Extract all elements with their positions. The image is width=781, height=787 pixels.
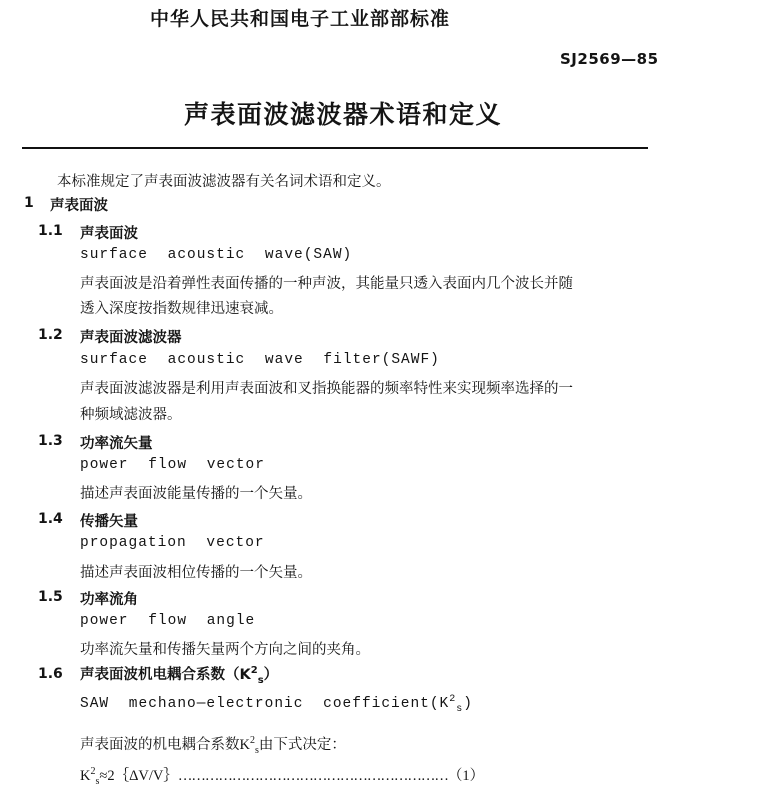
item-1-3-number: 1.3	[38, 433, 63, 449]
section-1-number: 1	[24, 195, 34, 211]
item-1-6-heading: 声表面波机电耦合系数$(K^2_s)$	[80, 665, 279, 686]
item-1-1-english: surface acoustic wave(SAW)	[80, 247, 353, 263]
item-1-4-english: propagation vector	[80, 535, 265, 551]
intro-text: 本标准规定了声表面波滤波器有关名词术语和定义。	[57, 174, 391, 190]
item-1-1-heading: 声表面波	[80, 226, 138, 242]
item-1-2-english: surface acoustic wave filter(SAWF)	[80, 352, 440, 368]
issuing-organization: 中华人民共和国电子工业部部标准	[150, 8, 451, 30]
item-1-3-heading: 功率流矢量	[80, 436, 153, 452]
section-1-heading: 声表面波	[50, 198, 108, 214]
item-1-4-number: 1.4	[38, 511, 63, 527]
formula-1: $K^2_s\approx 2\{\Delta V/V\}\dots\dots\dots\dots\dots\dots\dots\dots\dots\dots\dots\dots\dots\dots\dots\dots\dots\dots\dots\dots(1)$	[80, 766, 485, 787]
item-1-2-heading: 声表面波滤波器	[80, 330, 182, 346]
document-title: 声表面波滤波器术语和定义	[184, 100, 503, 129]
item-1-3-line-1: 描述声表面波能量传播的一个矢量。	[80, 486, 312, 502]
standard-number: SJ2569—85	[560, 50, 659, 68]
item-1-5-line-1: 功率流矢量和传播矢量两个方向之间的夹角。	[80, 642, 370, 658]
item-1-2-number: 1.2	[38, 327, 63, 343]
item-1-1-number: 1.1	[38, 223, 63, 239]
item-1-3-english: power flow vector	[80, 457, 265, 473]
item-1-6-line-1: 声表面波的机电耦合系数$K^2_s$由下式决定：	[80, 735, 346, 756]
item-1-2-line-2: 种频域滤波器。	[80, 407, 182, 423]
item-1-6-number: 1.6	[38, 666, 63, 682]
item-1-4-heading: 传播矢量	[80, 514, 138, 530]
item-1-5-english: power flow angle	[80, 613, 256, 629]
item-1-1-line-1: 声表面波是沿着弹性表面传播的一种声波，其能量只透入表面内几个波长并随	[80, 276, 573, 292]
item-1-2-line-1: 声表面波滤波器是利用声表面波和叉指换能器的频率特性来实现频率选择的一	[80, 381, 573, 397]
title-divider	[22, 147, 648, 149]
item-1-5-heading: 功率流角	[80, 592, 138, 608]
item-1-4-line-1: 描述声表面波相位传播的一个矢量。	[80, 565, 312, 581]
item-1-6-english: SAW mechano—electronic $coefficient(K^2_s)$	[80, 694, 473, 715]
item-1-5-number: 1.5	[38, 589, 63, 605]
item-1-1-line-2: 透入深度按指数规律迅速衰减。	[80, 301, 283, 317]
